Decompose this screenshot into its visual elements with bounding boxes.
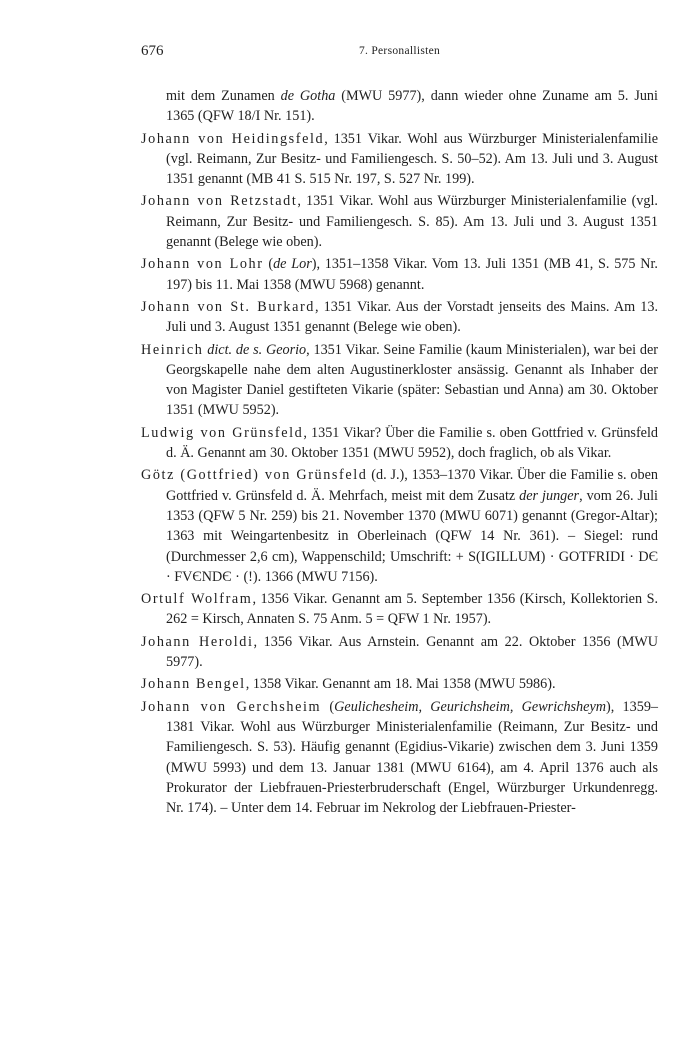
register-entry: [141, 254, 658, 295]
entry-italic-text: de Lor: [273, 256, 312, 273]
entry-italic-text: dict. de s. Georio: [207, 341, 307, 358]
register-entry: [141, 465, 658, 587]
running-title: 7. Personallisten: [358, 45, 441, 57]
entry-list: [141, 86, 658, 820]
entry-text: (: [321, 698, 335, 715]
register-entry: [141, 589, 658, 630]
entry-text: , 1358 Vikar. Genannt am 18. Mai 1358 (MWU 5986).: [245, 676, 556, 693]
register-entry: [141, 674, 658, 694]
entry-name: Johann Heroldi: [141, 633, 254, 650]
entry-italic-text: de Gotha: [280, 88, 336, 104]
entry-text: , 1356 Vikar. Aus Arnstein. Genannt am 22. Oktober 1356 (MWU 5977).: [166, 633, 658, 671]
entry-name: Johann Bengel: [141, 676, 246, 693]
register-entry: [141, 697, 658, 819]
entry-name: Johann von Retzstadt: [141, 193, 298, 210]
entry-name: Johann von Lohr: [141, 256, 264, 273]
entry-italic-text: Geulichesheim, Geurichsheim, Gewrichsheym: [334, 698, 606, 715]
entry-name: Johann von St. Burkard: [141, 298, 315, 315]
register-entry: [141, 340, 658, 421]
register-entry: [141, 86, 658, 127]
entry-text: , 1356 Vikar. Genannt am 5. September 1356 (Kirsch, Kollektorien S. 262 = Kirsch, Annaten S. 75 Anm. 5 = QFW 1 Nr. 1957).: [166, 591, 659, 628]
entry-text: , vom 26. Juli 1353 (QFW 5 Nr. 259) bis 21. November 1370 (MWU 6071) genannt (Gregor-Altar); 1363 mit Weingartenbesitz in Oberleinach (QFW 14 Nr. 361). – Siegel: rund (Durchmesser 2,6 cm), Wappenschild; Umschrift: + S(IGILLUM) · GOTFRIDI · DЄ · FVЄNDЄ · (!). 1366 (MWU 7156).: [166, 487, 658, 585]
register-entry: [141, 297, 658, 338]
entry-text: mit dem Zunamen: [166, 88, 281, 104]
entry-name: Johann von Heidingsfeld: [141, 130, 325, 147]
entry-name: Ludwig von Grünsfeld: [141, 424, 304, 441]
page-number: 676: [141, 43, 164, 59]
entry-name: Götz (Gottfried) von Grünsfeld: [141, 467, 368, 484]
entry-name: Heinrich: [141, 341, 204, 358]
entry-name: Ortulf Wolfram: [141, 591, 253, 608]
register-entry: [141, 129, 658, 190]
register-entry: [141, 191, 658, 252]
entry-italic-text: der junger: [519, 487, 580, 504]
register-entry: [141, 632, 658, 673]
entry-text: , 1351 Vikar. Aus der Vorstadt jenseits des Mains. Am 13. Juli und 3. August 1351 genannt (Belege wie oben).: [166, 298, 658, 336]
entry-text: (: [263, 256, 274, 273]
entry-text: , 1351 Vikar. Wohl aus Würzburger Ministerialenfamilie (vgl. Reimann, Zur Besitz- und Familiengesch. S. 85). Am 13. Juli und 3. August 1351 genannt (Belege wie oben).: [166, 193, 658, 251]
entry-text: , 1351 Vikar. Wohl aus Würzburger Ministerialenfamilie (vgl. Reimann, Zur Besitz- und Familiengesch. S. 50–52). Am 13. Juli und 3. August 1351 genannt (MB 41 S. 515 Nr. 197, S. 527 Nr. 199).: [166, 130, 659, 188]
entry-text: , 1351 Vikar? Über die Familie s. oben Gottfried v. Grünsfeld d. Ä. Genannt am 30. Oktober 1351 (MWU 5952), doch fraglich, ob als Vikar.: [166, 424, 658, 462]
entry-name: Johann von Gerchsheim: [141, 698, 322, 715]
entry-text: (d. J.), 1353–1370 Vikar. Über die Familie s. oben Gottfried v. Grünsfeld d. Ä. Mehrfach, meist mit dem Zusatz: [166, 467, 658, 504]
entry-text: ), 1351–1358 Vikar. Vom 13. Juli 1351 (MB 41, S. 575 Nr. 197) bis 11. Mai 1358 (MWU 5968) genannt.: [166, 256, 658, 293]
entry-text: , 1351 Vikar. Seine Familie (kaum Ministerialen), war bei der Georgskapelle nahe dem alten Augustinerkloster ansässig. Genannt als Inhaber der von Magister Daniel gestifteten Vikarie (später: Sebastian und Anna) am 30. Oktober 1351 (MWU 5952).: [166, 341, 659, 419]
entry-text: ), 1359–1381 Vikar. Wohl aus Würzburger Ministerialenfamilie (Reimann, Zur Besitz- und Familiengesch. S. 53). Häufig genannt (Egidius-Vikarie) zwischen dem 3. Juni 1359 (MWU 5993) und dem 13. Januar 1381 (MWU 6164), am 4. April 1376 auch als Prokurator der Liebfrauen-Priesterbruderschaft (Engel, Würzburger Urkundenregg. Nr. 174). – Unter dem 14. Februar im Nekrolog der Liebfrauen-Priester-: [166, 698, 659, 817]
entry-text: (MWU 5977), dann wieder ohne Zuname am 5. Juni 1365 (QFW 18/I Nr. 151).: [166, 88, 658, 125]
page-header: [141, 43, 658, 67]
register-entry: [141, 423, 658, 464]
